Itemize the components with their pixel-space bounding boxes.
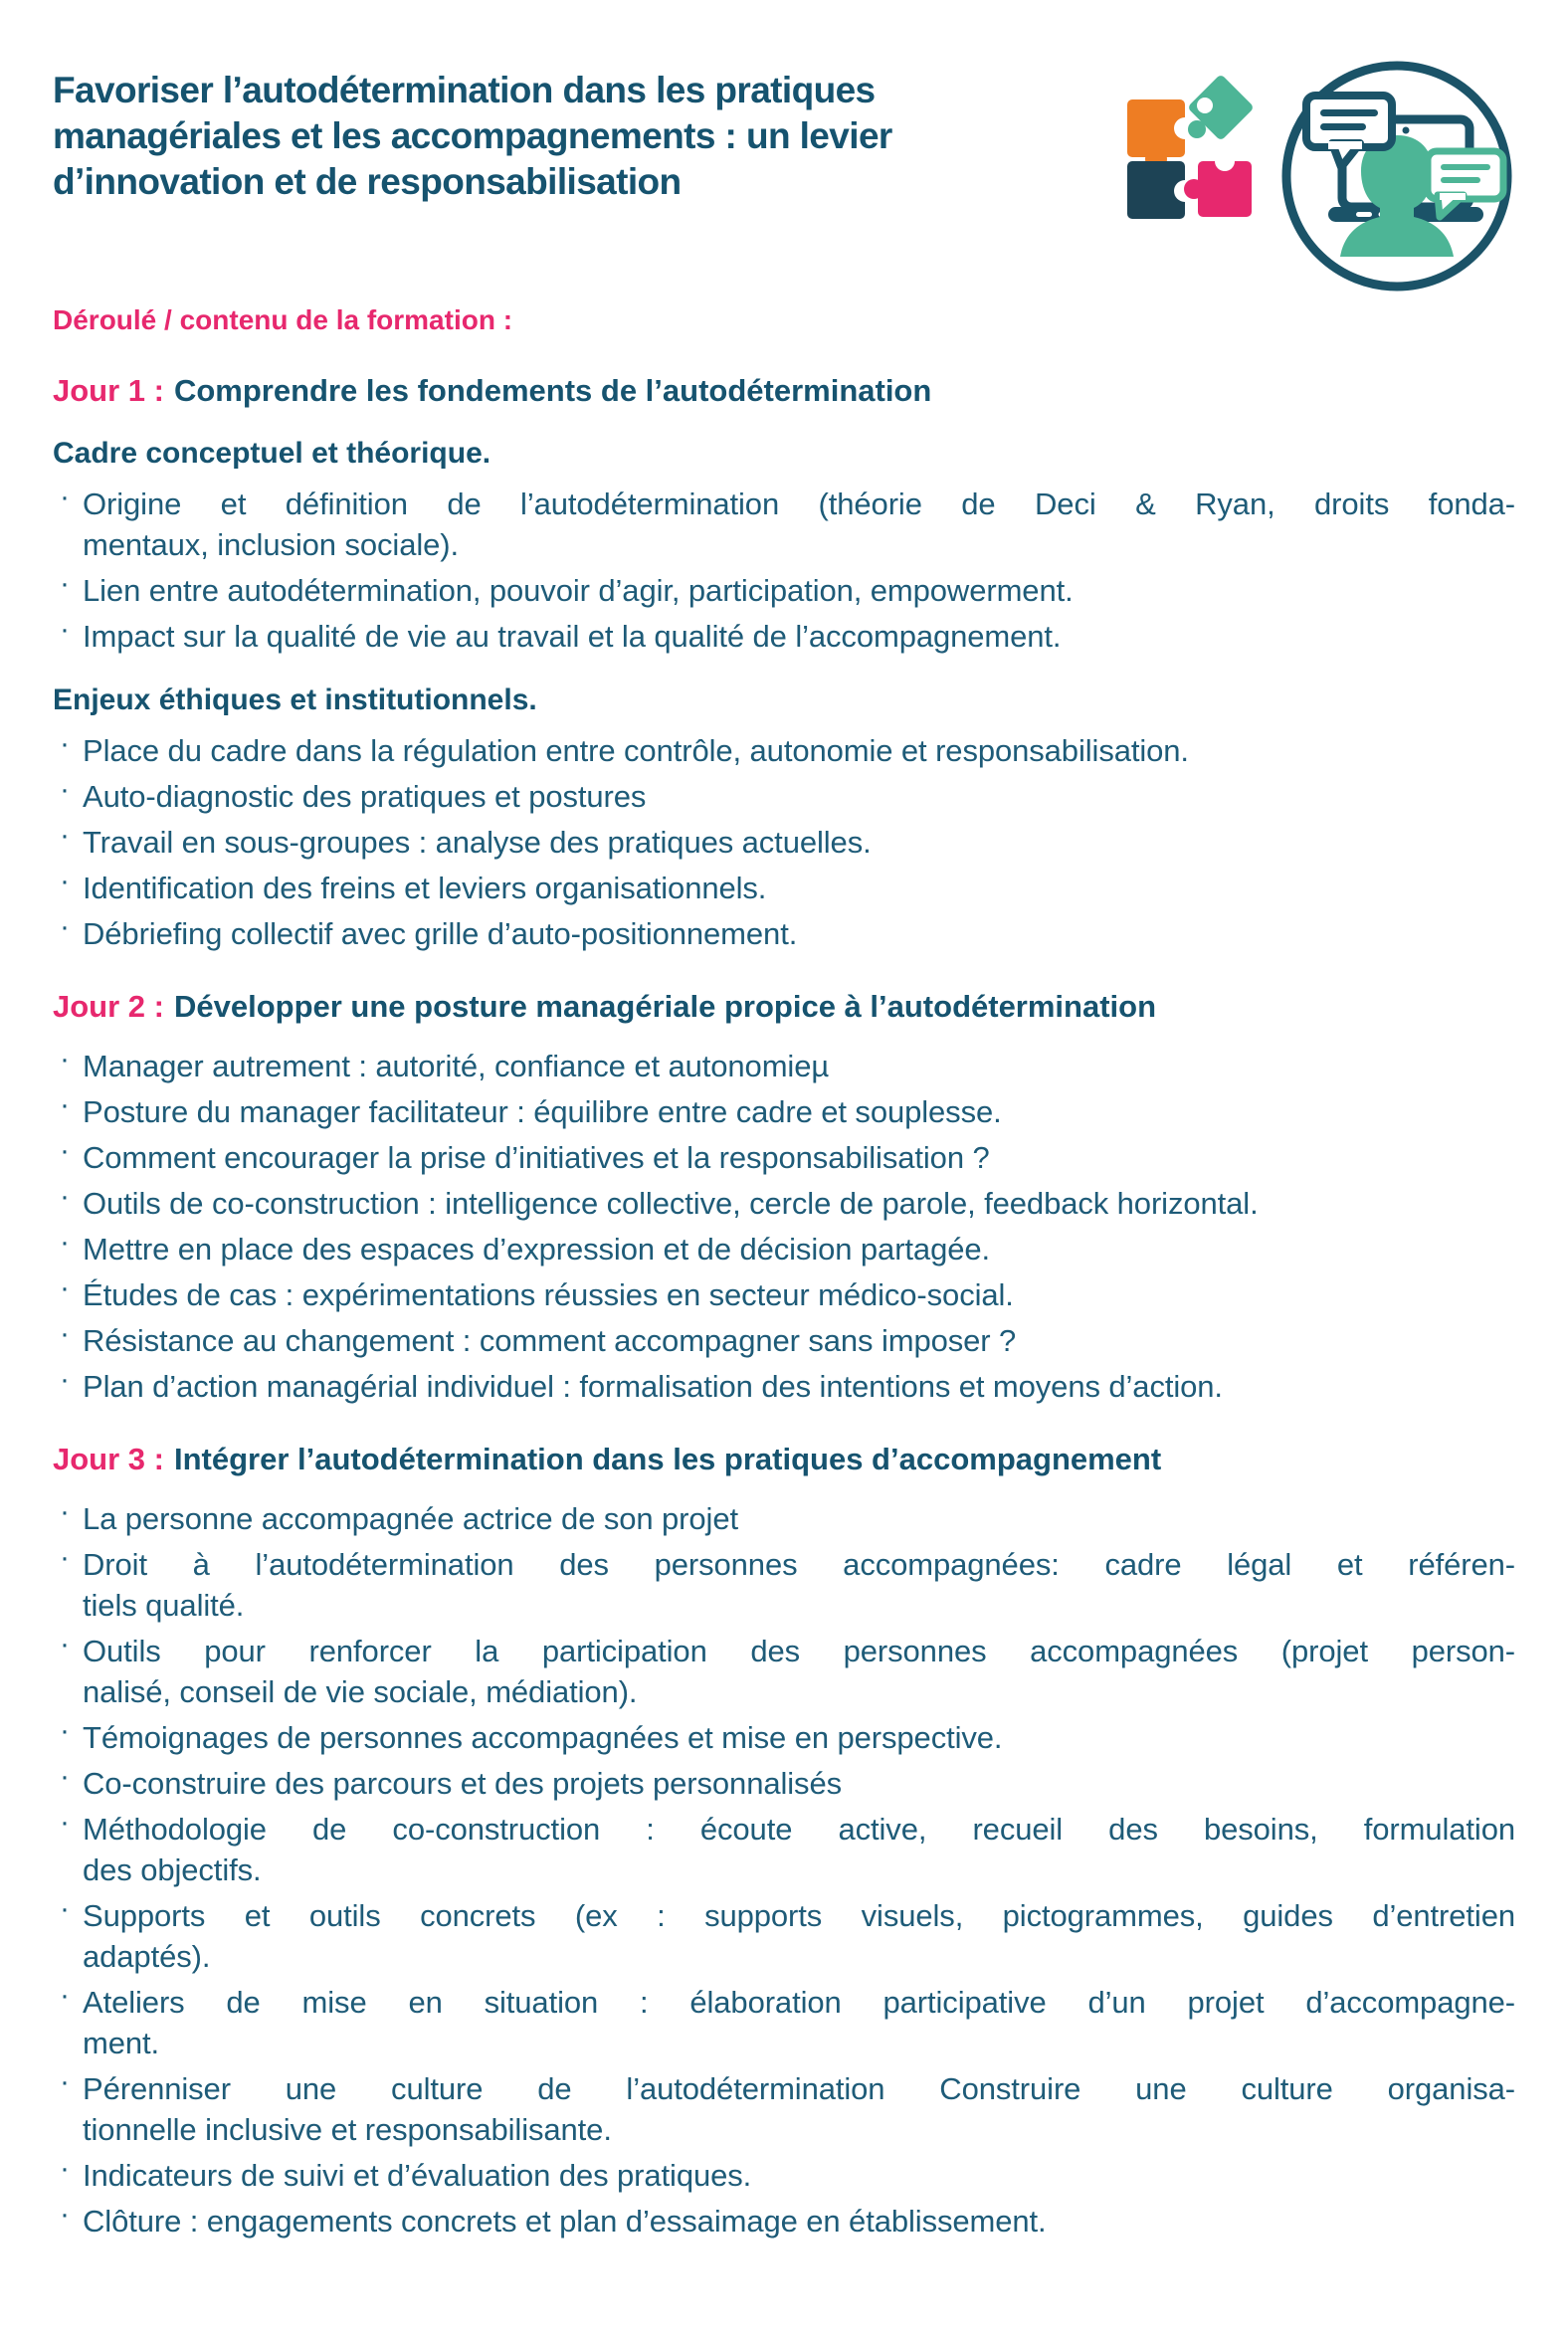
- bullet-line: Travail en sous-groupes : analyse des pratiques actuelles.: [83, 825, 872, 860]
- bullet-dot-icon: ·: [60, 1979, 70, 2012]
- jour-3-label: Jour 3 :: [53, 1442, 164, 1476]
- list-item: [53, 819, 1515, 863]
- bullet-dot-icon: ·: [60, 773, 70, 806]
- bullet-dot-icon: ·: [60, 1088, 70, 1121]
- bullet-dot-icon: ·: [60, 1180, 70, 1213]
- bullet-line: Supports et outils concrets (ex : supports visuels, pictogrammes, guides d’entretien: [83, 1898, 1515, 1933]
- jour-3-heading: [53, 1441, 1515, 1478]
- bullet-dot-icon: ·: [60, 1806, 70, 1839]
- bullet-line: mentaux, inclusion sociale).: [83, 527, 459, 562]
- subsection-heading-cadre: Cadre conceptuel et théorique.: [53, 437, 491, 470]
- bullet-dot-icon: ·: [60, 1541, 70, 1574]
- list-item: [53, 910, 1515, 954]
- list-item: [53, 481, 1515, 565]
- list-item: [53, 2152, 1515, 2196]
- bullet-line: Manager autrement : autorité, confiance et autonomieµ: [83, 1049, 830, 1083]
- bullet-dot-icon: ·: [60, 1134, 70, 1167]
- bullet-dot-icon: ·: [60, 1760, 70, 1793]
- jour-1-heading: [53, 372, 1515, 410]
- jour-2-heading: [53, 988, 1515, 1026]
- bullet-line: nalisé, conseil de vie sociale, médiation).: [83, 1674, 638, 1709]
- bullet-dot-icon: ·: [60, 1714, 70, 1747]
- bullet-line: Place du cadre dans la régulation entre contrôle, autonomie et responsabilisation.: [83, 733, 1189, 768]
- list-item: [53, 1134, 1515, 1178]
- bullet-dot-icon: ·: [60, 1043, 70, 1075]
- list-item: [53, 1714, 1515, 1758]
- bullet-dot-icon: ·: [60, 567, 70, 600]
- list-item: [53, 613, 1515, 657]
- bullet-line: Résistance au changement : comment accompagner sans imposer ?: [83, 1323, 1017, 1358]
- bullet-dot-icon: ·: [60, 1226, 70, 1259]
- page-title: [53, 58, 1125, 205]
- bullet-line: Outils pour renforcer la participation des personnes accompagnées (projet person-: [83, 1634, 1515, 1668]
- list-item: [53, 1043, 1515, 1086]
- list-item: [53, 1180, 1515, 1224]
- bullet-dot-icon: ·: [60, 2152, 70, 2185]
- bullet-dot-icon: ·: [60, 1317, 70, 1350]
- title-line-1: Favoriser l’autodétermination dans les pratiques: [53, 70, 876, 110]
- list-item: [53, 2198, 1515, 2241]
- list-item: [53, 1271, 1515, 1315]
- bullet-line: Témoignages de personnes accompagnées et mise en perspective.: [83, 1720, 1003, 1755]
- list-item: [53, 1806, 1515, 1890]
- bullet-list: [53, 481, 1515, 657]
- title-line-3: d’innovation et de responsabilisation: [53, 161, 682, 202]
- bullet-list: [53, 1043, 1515, 1407]
- bullet-list: [53, 1495, 1515, 2241]
- jour-2-label: Jour 2 :: [53, 989, 164, 1024]
- list-item: [53, 1495, 1515, 1539]
- jour-1-label: Jour 1 :: [53, 373, 164, 408]
- bullet-line: Droit à l’autodétermination des personnes accompagnées: cadre légal et référen-: [83, 1547, 1515, 1582]
- list-item: [53, 1628, 1515, 1712]
- bullet-line: adaptés).: [83, 1939, 211, 1974]
- list-item: [53, 2065, 1515, 2150]
- bullet-line: ment.: [83, 2026, 160, 2060]
- bullet-line: Débriefing collectif avec grille d’auto-positionnement.: [83, 916, 798, 951]
- bullet-line: Études de cas : expérimentations réussies en secteur médico-social.: [83, 1277, 1014, 1312]
- bullet-dot-icon: ·: [60, 819, 70, 852]
- list-item: [53, 727, 1515, 771]
- puzzle-icon: [1125, 74, 1253, 223]
- bullet-dot-icon: ·: [60, 613, 70, 646]
- jour-3-title: Intégrer l’autodétermination dans les pratiques d’accompagnement: [173, 1442, 1162, 1476]
- bullet-line: Indicateurs de suivi et d’évaluation des pratiques.: [83, 2158, 752, 2193]
- bullet-dot-icon: ·: [60, 727, 70, 760]
- bullet-line: Posture du manager facilitateur : équilibre entre cadre et souplesse.: [83, 1094, 1002, 1129]
- bullet-dot-icon: ·: [60, 1892, 70, 1925]
- training-session-icon: [1278, 58, 1515, 294]
- bullet-line: Auto-diagnostic des pratiques et postures: [83, 779, 647, 814]
- jour-2-title: Développer une posture managériale propice à l’autodétermination: [173, 989, 1157, 1024]
- bullet-line: tionnelle inclusive et responsabilisante.: [83, 2112, 612, 2147]
- bullet-line: Identification des freins et leviers organisationnels.: [83, 871, 767, 905]
- list-item: [53, 1088, 1515, 1132]
- list-item: [53, 773, 1515, 817]
- jour-1-title: Comprendre les fondements de l’autodétermination: [173, 373, 932, 408]
- bullet-line: Outils de co-construction : intelligence collective, cercle de parole, feedback horizontal.: [83, 1186, 1259, 1221]
- list-item: [53, 1760, 1515, 1804]
- bullet-line: Lien entre autodétermination, pouvoir d’agir, participation, empowerment.: [83, 573, 1074, 608]
- bullet-line: tiels qualité.: [83, 1588, 245, 1623]
- bullet-dot-icon: ·: [60, 1363, 70, 1396]
- bullet-dot-icon: ·: [60, 2065, 70, 2098]
- list-item: [53, 1979, 1515, 2063]
- list-item: [53, 1892, 1515, 1977]
- section-jour-1: [53, 372, 1515, 954]
- bullet-line: Origine et définition de l’autodétermination (théorie de Deci & Ryan, droits fonda-: [83, 487, 1515, 521]
- list-item: [53, 1363, 1515, 1407]
- list-item: [53, 865, 1515, 908]
- bullet-line: Pérenniser une culture de l’autodétermination Construire une culture organisa-: [83, 2071, 1515, 2106]
- document-header: [53, 58, 1515, 294]
- bullet-line: Co-construire des parcours et des projets personnalisés: [83, 1766, 842, 1801]
- bullet-line: Impact sur la qualité de vie au travail et la qualité de l’accompagnement.: [83, 619, 1062, 654]
- bullet-line: Comment encourager la prise d’initiatives et la responsabilisation ?: [83, 1140, 990, 1175]
- bullet-dot-icon: ·: [60, 865, 70, 897]
- list-item: [53, 567, 1515, 611]
- bullet-dot-icon: ·: [60, 1495, 70, 1528]
- bullet-dot-icon: ·: [60, 2198, 70, 2231]
- section-intro-heading: Déroulé / contenu de la formation :: [53, 304, 513, 335]
- bullet-dot-icon: ·: [60, 1628, 70, 1660]
- subsection-heading-enjeux: Enjeux éthiques et institutionnels.: [53, 683, 537, 716]
- bullet-line: Ateliers de mise en situation : élaboration participative d’un projet d’accompagne-: [83, 1985, 1515, 2020]
- bullet-line: des objectifs.: [83, 1852, 262, 1887]
- title-line-2: managériales et les accompagnements : un levier: [53, 115, 892, 156]
- bullet-line: Mettre en place des espaces d’expression et de décision partagée.: [83, 1232, 991, 1266]
- bullet-line: Plan d’action managérial individuel : formalisation des intentions et moyens d’action.: [83, 1369, 1223, 1404]
- header-icons: [1125, 58, 1515, 294]
- bullet-dot-icon: ·: [60, 481, 70, 513]
- bullet-dot-icon: ·: [60, 1271, 70, 1304]
- bullet-list: [53, 727, 1515, 954]
- list-item: [53, 1226, 1515, 1269]
- list-item: [53, 1317, 1515, 1361]
- bullet-line: Méthodologie de co-construction : écoute active, recueil des besoins, formulation: [83, 1812, 1515, 1847]
- bullet-dot-icon: ·: [60, 910, 70, 943]
- section-jour-3: [53, 1441, 1515, 2241]
- bullet-line: La personne accompagnée actrice de son projet: [83, 1501, 738, 1536]
- section-jour-2: [53, 988, 1515, 1407]
- list-item: [53, 1541, 1515, 1626]
- bullet-line: Clôture : engagements concrets et plan d’essaimage en établissement.: [83, 2204, 1047, 2239]
